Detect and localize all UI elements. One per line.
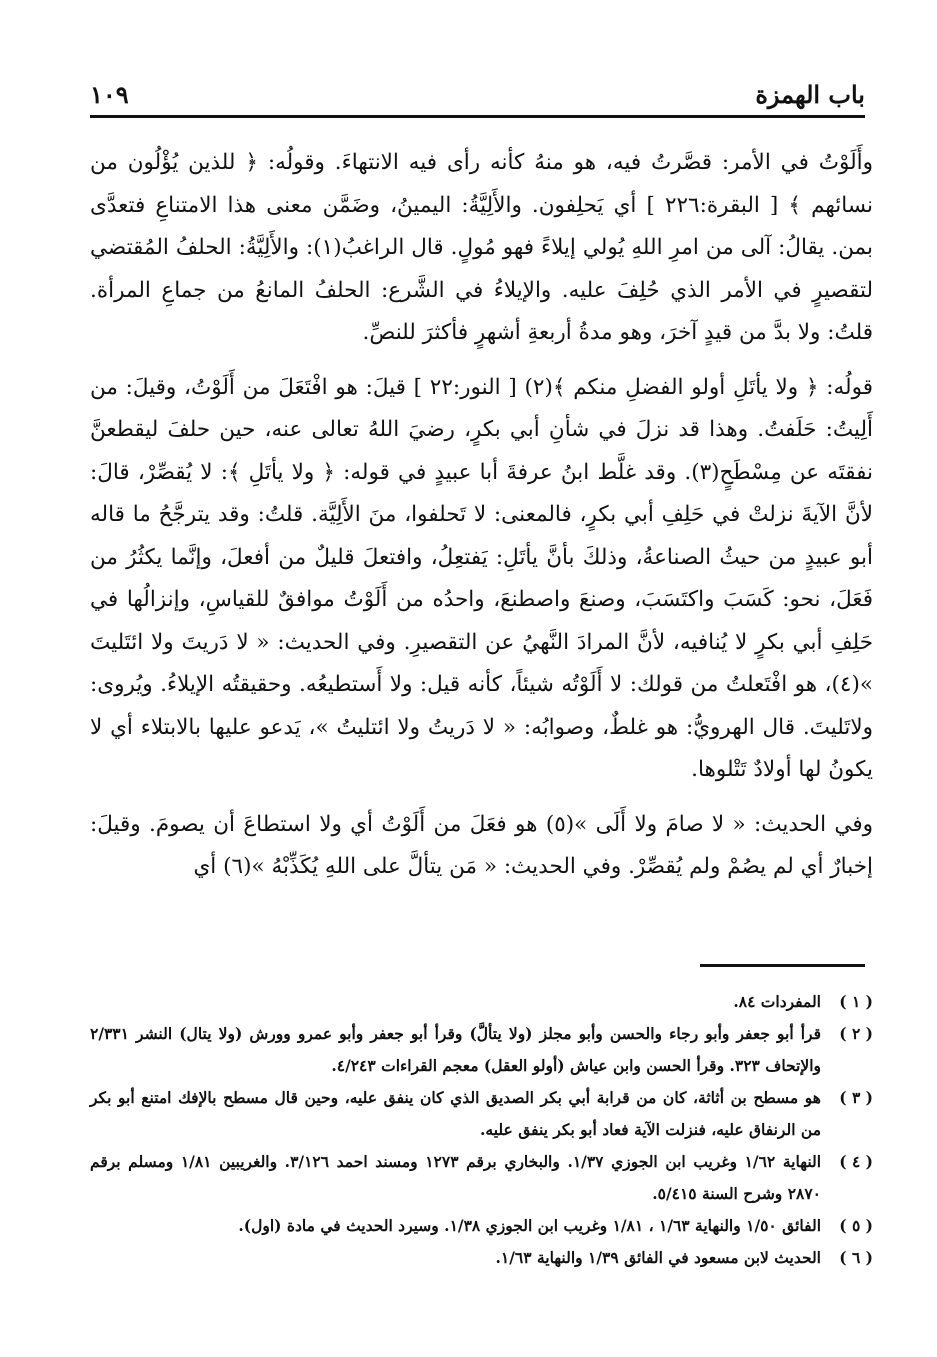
footnote-text: الحديث لابن مسعود في الفائق ١/٣٩ والنهاية ١/٦٣. (495, 1248, 821, 1267)
footnote (90, 1082, 873, 1146)
footnote (90, 1146, 873, 1210)
paragraph: وفي الحديث: « لا صامَ ولا أَلَى »(٥) هو فعَلَ من أَلَوْتُ أي ولا استطاعَ أن يصومَ. وقيلَ: إخبارٌ أي لم يصُمْ ولم يُقصِّرْ. وفي الحديث: « مَن يتألَّ على اللهِ يُكَذِّبْهُ »(٦) أي (90, 811, 873, 879)
footnote-number: ( ٥ ) (839, 1216, 873, 1235)
paragraph: وأَلَوْتُ في الأمر: قصَّرتُ فيه، هو منهُ كأنه رأى فيه الانتهاءَ. وقولُه: ﴿ للذين يُؤْلُون من نسائهم ﴾ [ البقرة:٢٢٦ ] أي يَحلِفون. والأَلِيَّةُ: اليمينُ، وضَمَّن معنى هذا الامتناعِ فتعدَّى بمن. يقالُ: آلى من امرِ اللهِ يُولي إيلاءً فهو مُولٍ. قال الراغبُ(١): والأَلِيَّةُ: الحلفُ المُقتضي لتقصيرٍ في الأمر الذي حُلِفَ عليه. والإيلاءُ في الشَّرع: الحلفُ المانعُ من جماعِ المرأة. قلتُ: ولا بدَّ من قيدٍ آخرَ، وهو مدةُ أربعةِ أشهرٍ فأكثرَ للنصِّ. (90, 150, 873, 345)
footnote-text: المفردات ٨٤. (733, 992, 821, 1011)
footnote (90, 1018, 873, 1082)
footnote-text: الفائق ١/٥٠ والنهاية ١/٦٣ ، ١/٨١ وغريب ابن الجوزي ١/٣٨. وسيرد الحديث في مادة (اول). (238, 1216, 821, 1235)
paragraph: قولُه: ﴿ ولا يأتَلِ أولو الفضلِ منكم ﴾(٢) [ النور:٢٢ ] قيلَ: هو افْتَعَلَ من أَلَوْتُ، وقيلَ: من أَلِيتُ: حَلَفتُ. وهذا قد نزلَ في شأنِ أبي بكرٍ، رضيَ اللهُ تعالى عنه، حين حلفَ ليقطعنَّ نفقتَه عن مِسْطَحٍ(٣). وقد غلَّط ابنُ عرفةَ أبا عبيدٍ في قوله: ﴿ ولا يأتَلِ ﴾: لا يُقصِّرْ، قالَ: لأنَّ الآيةَ نزلتْ في حَلِفِ أبي بكرٍ، فالمعنى: لا تَحلفوا، منَ الأَلِيَّة. قلتُ: وقد يترجَّحُ ما قاله أبو عبيدٍ من حيثُ الصناعةُ، وذلكَ بأنَّ يأتَلِ: يَفتعِلُ، وافتعلَ قليلٌ من أفعلَ، وإنَّما يكثُرُ من فَعَلَ، نحو: كَسَبَ واكتَسَبَ، وصنعَ واصطنعَ، واحدُه من أَلَوْتُ موافقٌ للقياسِ، وإنزالُها في حَلِفِ أبي بكرٍ لا يُنافيه، لأنَّ المرادَ النَّهيُ عن التقصيرِ. وفي الحديث: « لا دَريتَ ولا ائتَليتَ »(٤)، هو افْتَعلتُ من قولك: لا أَلَوْتُه شيئاً، كأنه قيل: ولا أَستطيعُه. وحقيقتُه الإيلاءُ. ويُروى: ولاتَليتَ. قال الهرويُّ: هو غلطٌ، وصوابُه: « لا دَريتُ ولا ائتليتُ »، يَدعو عليها بالابتلاء أي لا يكونُ لها أولادٌ تَتْلوها. (90, 374, 873, 782)
footnote (90, 986, 873, 1018)
footnote (90, 1242, 873, 1274)
footnote-number: ( ٤ ) (839, 1152, 873, 1171)
main-text (90, 142, 873, 901)
footnote-separator (700, 964, 865, 967)
footnote (90, 1210, 873, 1242)
footnote-text: النهاية ١/٦٢ وغريب ابن الجوزي ١/٣٧. والبخاري برقم ١٢٧٣ ومسند احمد ٣/١٢٦. والغريبين ١/٨١ ومسلم برقم ٢٨٧٠ وشرح السنة ٥/٤١٥. (90, 1152, 822, 1203)
footnote-number: ( ٢ ) (839, 1024, 873, 1043)
footnote-number: ( ٣ ) (839, 1088, 873, 1107)
page-number: ١٠٩ (90, 80, 129, 109)
footnotes (90, 986, 873, 1274)
footnote-number: ( ١ ) (839, 992, 873, 1011)
footnote-text: قرأ أبو جعفر وأبو رجاء والحسن وأبو مجلز (ولا يتألَّ) وقرأ أبو جعفر وأبو عمرو وورش (ولا يتال) النشر ٢/٣٣١ والإتحاف ٣٢٣. وقرأ الحسن وابن عياش (أولو العقل) معجم القراءات ٤/٢٤٣. (90, 1024, 821, 1075)
page-header (90, 70, 865, 118)
footnote-text: هو مسطح بن أثاثة، كان من قرابة أبي بكر الصديق الذي كان ينفق عليه، وحين قال مسطح بالإفك امتنع أبو بكر من الرنفاق عليه، فنزلت الآية فعاد أبو بكر ينفق عليه. (90, 1088, 821, 1139)
footnote-number: ( ٦ ) (839, 1248, 873, 1267)
chapter-title: باب الهمزة (755, 80, 865, 109)
